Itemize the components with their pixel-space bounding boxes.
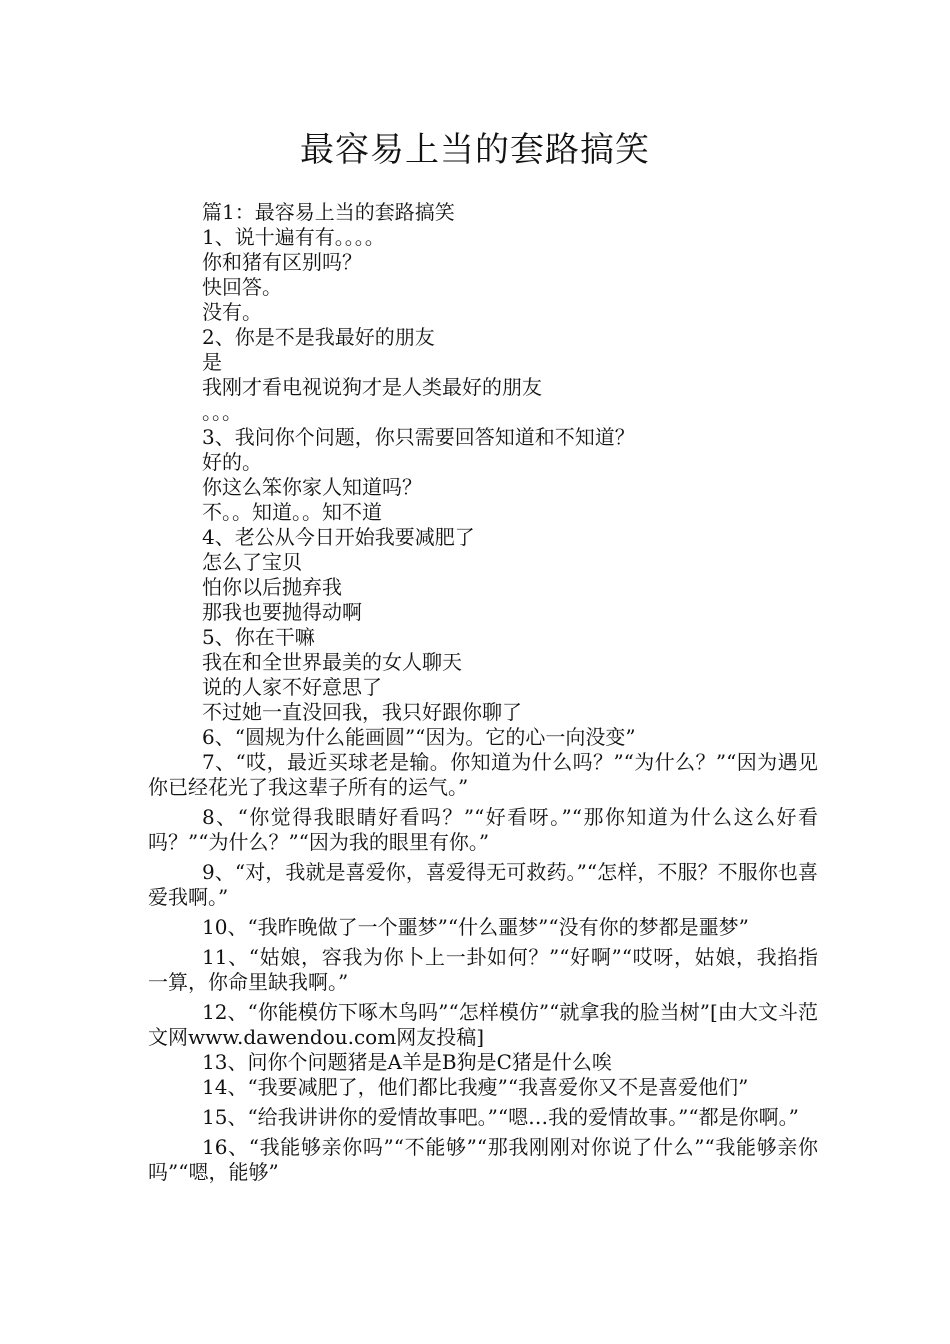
text-line: 不。。知道。。知不道	[202, 500, 382, 524]
text-line: 是	[202, 350, 222, 374]
text-line: 怕你以后抛弃我	[202, 575, 342, 599]
text-line: 4、老公从今日开始我要减肥了	[202, 525, 475, 549]
text-line: 我刚才看电视说狗才是人类最好的朋友	[202, 375, 542, 399]
text-line: 3、我问你个问题，你只需要回答知道和不知道？	[202, 425, 635, 449]
text-line: 篇1：最容易上当的套路搞笑	[202, 200, 455, 224]
text-line: 2、你是不是我最好的朋友	[202, 325, 435, 349]
paragraph: 8、“你觉得我眼睛好看吗？”“好看呀。”“那你知道为什么这么好看吗？”“为什么？”“因为我的眼里有你。”	[148, 805, 818, 854]
paragraph: 9、“对，我就是喜爱你，喜爱得无可救药。”“怎样，不服？不服你也喜爱我啊。”	[148, 860, 818, 909]
paragraph: 16、“我能够亲你吗”“不能够”“那我刚刚对你说了什么”“我能够亲你吗”“嗯，能够”	[148, 1135, 818, 1184]
paragraph: 15、“给我讲讲你的爱情故事吧。”“嗯…我的爱情故事。”“都是你啊。”	[202, 1105, 799, 1129]
paragraph: 11、“姑娘，容我为你卜上一卦如何？”“好啊”“哎呀，姑娘，我掐指一算，你命里缺我啊。”	[148, 945, 818, 994]
text-line: 没有。	[202, 300, 262, 324]
text-line: 6、“圆规为什么能画圆”“因为。它的心一向没变”	[202, 725, 636, 749]
paragraph: 12、“你能模仿下啄木鸟吗”“怎样模仿”“就拿我的脸当树”[由大文斗范文网www.dawendou.com网友投稿]	[148, 1000, 818, 1049]
text-line: 那我也要抛得动啊	[202, 600, 362, 624]
text-line: 不过她一直没回我，我只好跟你聊了	[202, 700, 522, 724]
paragraph: 7、“哎，最近买球老是输。你知道为什么吗？”“为什么？”“因为遇见你已经花光了我这辈子所有的运气。”	[148, 750, 818, 799]
paragraph: 13、问你个问题猪是A羊是B狗是C猪是什么唉	[202, 1050, 612, 1074]
text-line: 1、说十遍有有。。。。	[202, 225, 385, 249]
text-line: 我在和全世界最美的女人聊天	[202, 650, 462, 674]
paragraph: 10、“我昨晚做了一个噩梦”“什么噩梦”“没有你的梦都是噩梦”	[202, 915, 749, 939]
text-line: 好的。	[202, 450, 262, 474]
text-line: 你和猪有区别吗？	[202, 250, 362, 274]
text-line: 怎么了宝贝	[202, 550, 302, 574]
text-line: 5、你在干嘛	[202, 625, 315, 649]
document-body	[148, 200, 818, 1185]
paragraph: 14、“我要减肥了，他们都比我瘦”“我喜爱你又不是喜爱他们”	[202, 1075, 749, 1099]
text-line: 你这么笨你家人知道吗？	[202, 475, 422, 499]
text-line: 说的人家不好意思了	[202, 675, 382, 699]
document-title: 最容易上当的套路搞笑	[300, 130, 650, 170]
text-line: 快回答。	[202, 275, 282, 299]
text-line: 。。。	[202, 400, 242, 424]
